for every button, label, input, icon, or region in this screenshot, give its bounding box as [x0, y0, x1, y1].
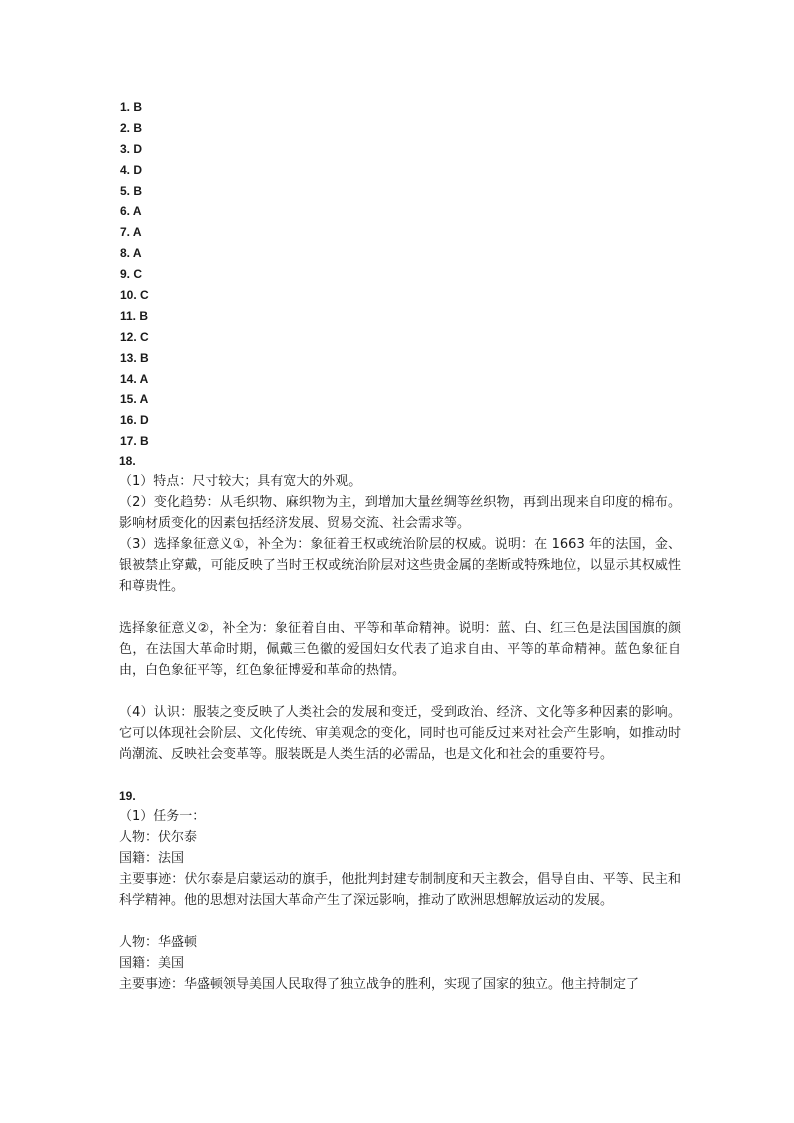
q18-answer-part1: （1）特点：尺寸较大；具有宽大的外观。	[119, 474, 362, 489]
answer-item: 5. B	[120, 183, 143, 198]
person2-name: 人物：华盛顿	[119, 935, 198, 950]
answer-item: 4. D	[120, 162, 143, 177]
answer-item: 8. A	[120, 246, 142, 261]
answer-item: 13. B	[120, 350, 149, 365]
answer-content	[119, 451, 681, 995]
answer-item: 10. C	[120, 288, 149, 303]
q18-answer-option2: 选择象征意义②，补全为：象征着自由、平等和革命精神。说明：蓝、白、红三色是法国国旗的颜色，在法国大革命时期，佩戴三色徽的爱国妇女代表了追求自由、平等的革命精神。蓝色象征自由，白色象征平等，红色象征博爱和革命的热情。	[119, 621, 681, 678]
answer-key-list	[120, 97, 320, 452]
answer-item: 16. D	[120, 413, 149, 428]
answer-item: 14. A	[120, 371, 149, 386]
person1-deeds: 主要事迹：伏尔泰是启蒙运动的旗手，他批判封建专制制度和天主教会，倡导自由、平等、民主和科学精神。他的思想对法国大革命产生了深远影响，推动了欧洲思想解放运动的发展。	[119, 872, 681, 908]
q18-answer-part3: （3）选择象征意义①，补全为：象征着王权或统治阶层的权威。说明：在 1663 年的法国，金、银被禁止穿戴，可能反映了当时王权或统治阶层对这些贵金属的垄断或特殊地位，以显示其权威性和尊贵性。	[119, 537, 681, 594]
q18-answer-part2: （2）变化趋势：从毛织物、麻织物为主，到增加大量丝绸等丝织物，再到出现来自印度的棉布。影响材质变化的因素包括经济发展、贸易交流、社会需求等。	[119, 495, 681, 531]
person1-name: 人物：伏尔泰	[119, 830, 198, 845]
answer-item: 15. A	[120, 392, 149, 407]
answer-item: 12. C	[120, 329, 149, 344]
q18-answer-part4: （4）认识：服装之变反映了人类社会的发展和变迁，受到政治、经济、文化等多种因素的影响。它可以体现社会阶层、文化传统、审美观念的变化，同时也可能反过来对社会产生影响，如推动时尚潮流、反映社会变革等。服装既是人类生活的必需品，也是文化和社会的重要符号。	[119, 705, 681, 762]
paragraph-gap	[119, 911, 681, 932]
answer-item: 2. B	[120, 120, 143, 135]
answer-item: 1. B	[120, 100, 143, 114]
person1-nationality: 国籍：法国	[119, 851, 185, 866]
person2-nationality: 国籍：美国	[119, 956, 185, 971]
question-18-number: 18.	[119, 454, 136, 468]
answer-item: 17. B	[120, 434, 149, 449]
answer-item: 3. D	[120, 141, 143, 156]
paragraph-gap	[119, 597, 681, 618]
q19-task-heading: （1）任务一：	[119, 809, 206, 824]
paragraph-gap	[119, 765, 681, 786]
paragraph-gap	[119, 681, 681, 702]
answer-item: 11. B	[120, 308, 149, 323]
question-19-number: 19.	[119, 789, 136, 803]
answer-item: 6. A	[120, 204, 142, 219]
person2-deeds: 主要事迹：华盛顿领导美国人民取得了独立战争的胜利，实现了国家的独立。他主持制定了	[119, 977, 640, 992]
answer-item: 7. A	[120, 225, 142, 240]
answer-item: 9. C	[120, 267, 143, 282]
